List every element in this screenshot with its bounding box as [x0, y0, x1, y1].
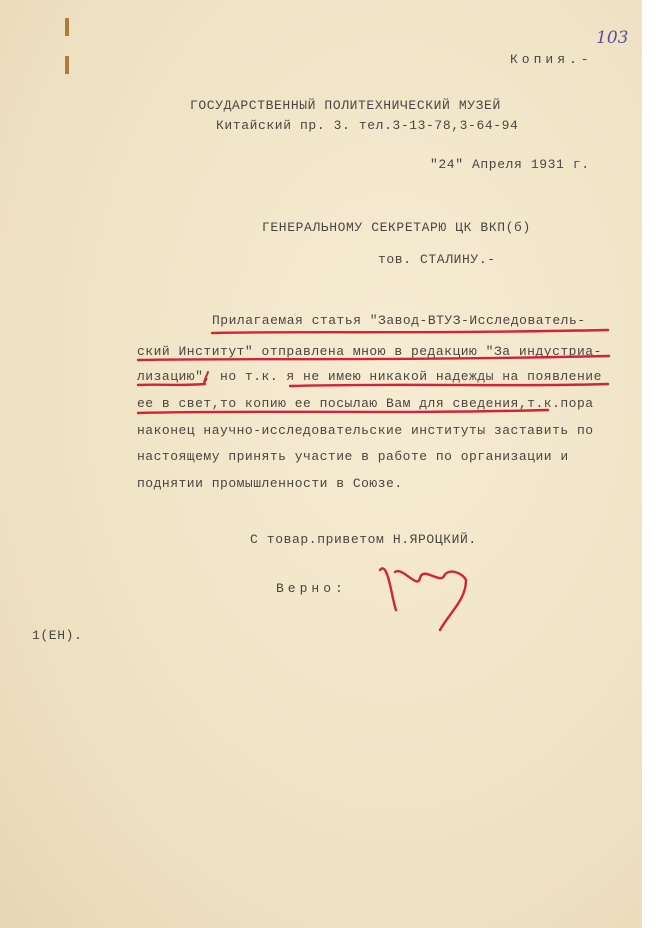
- body-line: поднятии промышленности в Союзе.: [137, 476, 403, 491]
- body-line: Прилагаемая статья "Завод-ВТУЗ-Исследователь-: [212, 313, 586, 328]
- reference-code: 1(ЕН).: [32, 628, 83, 643]
- addressee-name: тов. СТАЛИНУ.-: [378, 252, 496, 267]
- org-name: ГОСУДАРСТВЕННЫЙ ПОЛИТЕХНИЧЕСКИЙ МУЗЕЙ: [190, 98, 501, 113]
- underline-line-3a: [138, 384, 205, 385]
- mark-tick: [204, 372, 208, 382]
- org-address: Китайский пр. 3. тел.3-13-78,3-64-94: [216, 118, 519, 133]
- body-line: ский Институт" отправлена мною в редакцию "За индустриа-: [137, 344, 602, 359]
- archive-number: 103: [596, 28, 629, 48]
- body-line: ее в свет,то копию ее посылаю Вам для сведения,т.к.пора: [137, 396, 594, 411]
- addressee-title: ГЕНЕРАЛЬНОМУ СЕКРЕТАРЮ ЦК ВКП(б): [262, 220, 531, 235]
- body-line: наконец научно-исследовательские институты заставить по: [137, 423, 594, 438]
- underline-line-3b: [290, 384, 608, 386]
- verified-signature: [380, 568, 466, 630]
- closing-signature: С товар.приветом Н.ЯРОЦКИЙ.: [250, 532, 477, 547]
- underline-line-2: [138, 356, 609, 360]
- verified-label: Верно:: [276, 581, 347, 596]
- underline-line-4: [138, 410, 548, 413]
- copy-label: Копия.-: [510, 52, 593, 67]
- letter-date: "24" Апреля 1931 г.: [430, 157, 590, 172]
- underline-line-1: [212, 330, 608, 333]
- body-line: лизацию", но т.к. я не имею никакой надежды на появление: [137, 369, 602, 384]
- body-line: настоящему принять участие в работе по организации и: [137, 449, 569, 464]
